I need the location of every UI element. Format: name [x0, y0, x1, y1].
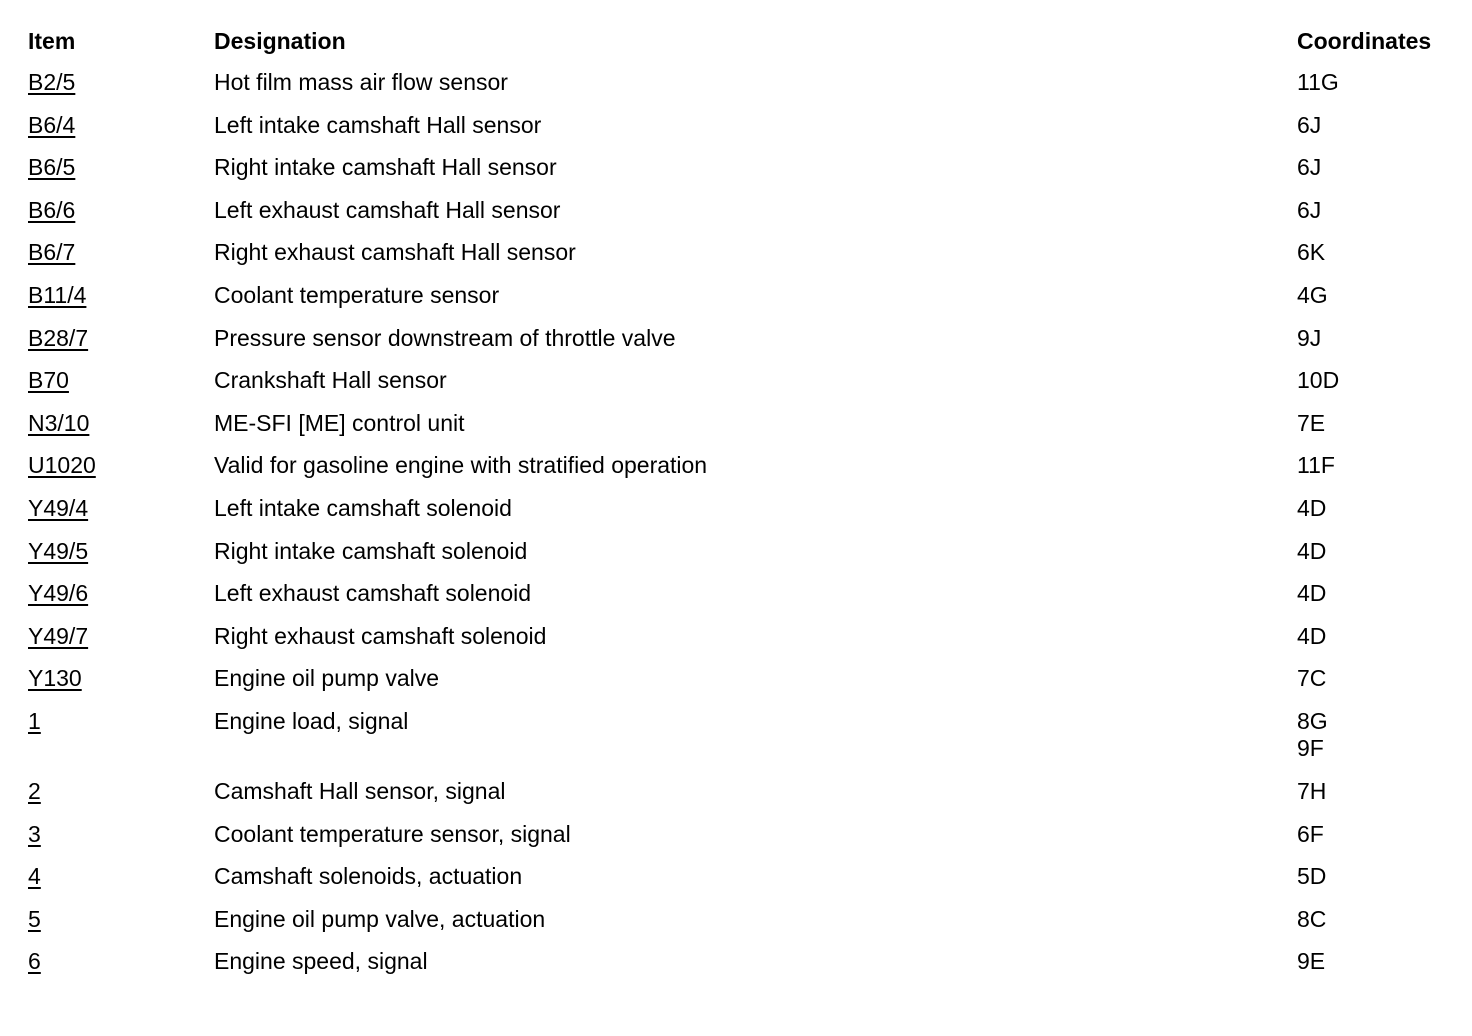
coordinate-value: 6J	[1297, 154, 1322, 181]
item-link[interactable]: 3	[28, 820, 41, 847]
item-cell	[28, 948, 214, 975]
table-row	[28, 112, 1458, 155]
coordinates-cell	[1297, 778, 1458, 805]
coordinates-cell	[1297, 495, 1458, 522]
item-link[interactable]: B11/4	[28, 281, 87, 308]
item-link[interactable]: Y49/6	[28, 580, 89, 607]
item-cell	[28, 778, 214, 805]
header-coordinates: Coordinates	[1297, 28, 1432, 54]
coordinates-cell	[1297, 623, 1458, 650]
legend-table	[28, 28, 1458, 991]
item-link[interactable]: B6/6	[28, 196, 76, 223]
coordinate-value: 6K	[1297, 239, 1326, 266]
table-row	[28, 580, 1458, 623]
coordinates-cell	[1297, 325, 1458, 352]
item-cell	[28, 906, 214, 933]
item-cell	[28, 452, 214, 479]
item-link[interactable]: Y130	[28, 665, 82, 692]
designation-cell: Right exhaust camshaft Hall sensor	[214, 239, 576, 266]
coordinate-value: 6J	[1297, 196, 1322, 223]
item-cell	[28, 623, 214, 650]
coordinate-value: 11G	[1297, 69, 1339, 95]
item-link[interactable]: B6/7	[28, 239, 76, 266]
coordinates-cell	[1297, 197, 1458, 224]
designation-cell: Pressure sensor downstream of throttle valve	[214, 324, 676, 351]
item-cell	[28, 325, 214, 352]
designation-cell: Camshaft solenoids, actuation	[214, 863, 523, 890]
item-cell	[28, 282, 214, 309]
header-designation: Designation	[214, 28, 346, 54]
coordinate-value: 8C	[1297, 905, 1327, 932]
coordinates-cell	[1297, 239, 1458, 266]
item-link[interactable]: 5	[28, 905, 41, 932]
item-cell	[28, 580, 214, 607]
coordinate-value: 4G	[1297, 281, 1328, 308]
coordinates-cell	[1297, 69, 1458, 96]
item-cell	[28, 69, 214, 96]
designation-cell: Engine oil pump valve	[214, 665, 440, 692]
table-row	[28, 665, 1458, 708]
table-row	[28, 708, 1458, 778]
item-link[interactable]: Y49/4	[28, 494, 89, 521]
coordinate-value: 8G	[1297, 707, 1328, 734]
item-cell	[28, 367, 214, 394]
item-link[interactable]: B6/5	[28, 154, 76, 181]
table-row	[28, 906, 1458, 949]
designation-cell: Right intake camshaft Hall sensor	[214, 154, 557, 181]
coordinate-value: 9F	[1297, 734, 1324, 761]
coordinate-value: 10D	[1297, 367, 1340, 394]
designation-cell: Valid for gasoline engine with stratified operation	[214, 452, 708, 479]
item-link[interactable]: B6/4	[28, 111, 76, 138]
coordinates-cell	[1297, 708, 1458, 762]
coordinate-value: 4D	[1297, 494, 1327, 521]
coordinates-cell	[1297, 452, 1458, 479]
item-cell	[28, 538, 214, 565]
table-row	[28, 821, 1458, 864]
coordinate-value: 11F	[1297, 452, 1335, 479]
item-link[interactable]: B2/5	[28, 69, 76, 95]
table-row	[28, 538, 1458, 581]
designation-cell: Left intake camshaft solenoid	[214, 494, 512, 521]
designation-cell: Right intake camshaft solenoid	[214, 537, 528, 564]
table-row	[28, 623, 1458, 666]
item-link[interactable]: B70	[28, 367, 69, 394]
table-body	[28, 69, 1458, 991]
table-row	[28, 197, 1458, 240]
item-cell	[28, 665, 214, 692]
item-link[interactable]: N3/10	[28, 409, 90, 436]
coordinates-cell	[1297, 948, 1458, 975]
coordinates-cell	[1297, 367, 1458, 394]
designation-cell: Left exhaust camshaft solenoid	[214, 580, 532, 607]
table-row	[28, 69, 1458, 112]
coordinate-value: 4D	[1297, 622, 1327, 649]
coordinate-value: 9J	[1297, 324, 1322, 351]
coordinates-cell	[1297, 282, 1458, 309]
item-cell	[28, 197, 214, 224]
item-link[interactable]: Y49/7	[28, 622, 89, 649]
coordinate-value: 6F	[1297, 820, 1324, 847]
item-link[interactable]: Y49/5	[28, 537, 89, 564]
item-link[interactable]: 4	[28, 863, 41, 890]
designation-cell: Left exhaust camshaft Hall sensor	[214, 196, 561, 223]
designation-cell: Left intake camshaft Hall sensor	[214, 111, 542, 138]
table-row	[28, 410, 1458, 453]
coordinates-cell	[1297, 580, 1458, 607]
coordinates-cell	[1297, 665, 1458, 692]
designation-cell: Camshaft Hall sensor, signal	[214, 777, 506, 804]
table-row	[28, 863, 1458, 906]
item-cell	[28, 863, 214, 890]
designation-cell: Coolant temperature sensor	[214, 281, 500, 308]
item-cell	[28, 410, 214, 437]
designation-cell: ME-SFI [ME] control unit	[214, 409, 465, 436]
item-link[interactable]: B28/7	[28, 324, 89, 351]
coordinates-cell	[1297, 154, 1458, 181]
designation-cell: Engine load, signal	[214, 707, 409, 734]
table-row	[28, 154, 1458, 197]
table-row	[28, 452, 1458, 495]
coordinates-cell	[1297, 538, 1458, 565]
item-link[interactable]: 2	[28, 777, 41, 804]
table-row	[28, 778, 1458, 821]
designation-cell: Crankshaft Hall sensor	[214, 367, 447, 394]
table-row	[28, 367, 1458, 410]
coordinate-value: 9E	[1297, 948, 1326, 975]
header-item: Item	[28, 28, 76, 54]
item-link[interactable]: 6	[28, 948, 41, 975]
coordinates-cell	[1297, 906, 1458, 933]
table-row	[28, 325, 1458, 368]
item-cell	[28, 154, 214, 181]
coordinate-value: 5D	[1297, 863, 1327, 890]
item-link[interactable]: 1	[28, 707, 41, 734]
table-row	[28, 948, 1458, 991]
designation-cell: Engine speed, signal	[214, 948, 428, 975]
coordinates-cell	[1297, 821, 1458, 848]
table-row	[28, 239, 1458, 282]
coordinates-cell	[1297, 112, 1458, 139]
item-cell	[28, 495, 214, 522]
designation-cell: Hot film mass air flow sensor	[214, 69, 508, 95]
item-cell	[28, 112, 214, 139]
item-cell	[28, 239, 214, 266]
designation-cell: Right exhaust camshaft solenoid	[214, 622, 547, 649]
coordinate-value: 4D	[1297, 580, 1327, 607]
table-header-row	[28, 28, 1458, 69]
coordinate-value: 7C	[1297, 665, 1327, 692]
table-row	[28, 282, 1458, 325]
item-link[interactable]: U1020	[28, 452, 96, 479]
table-row	[28, 495, 1458, 538]
designation-cell: Coolant temperature sensor, signal	[214, 820, 571, 847]
coordinate-value: 7H	[1297, 777, 1327, 804]
coordinate-value: 4D	[1297, 537, 1327, 564]
coordinates-cell	[1297, 410, 1458, 437]
coordinates-cell	[1297, 863, 1458, 890]
coordinate-value: 7E	[1297, 409, 1326, 436]
item-cell	[28, 821, 214, 848]
item-cell	[28, 708, 214, 735]
designation-cell: Engine oil pump valve, actuation	[214, 905, 546, 932]
coordinate-value: 6J	[1297, 111, 1322, 138]
